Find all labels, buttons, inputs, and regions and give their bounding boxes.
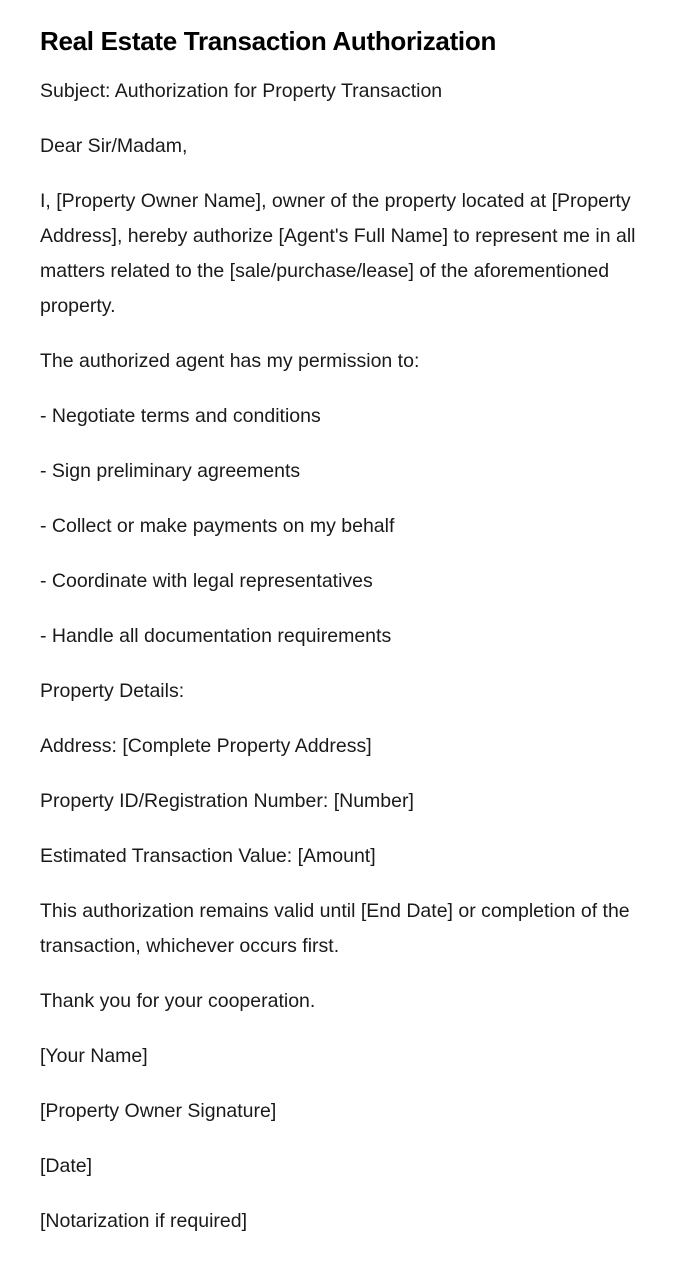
signature-line: [Property Owner Signature] <box>40 1100 277 1122</box>
document-title: Real Estate Transaction Authorization <box>40 26 497 56</box>
permission-item: - Negotiate terms and conditions <box>40 405 321 427</box>
permission-item: - Collect or make payments on my behalf <box>40 515 395 537</box>
subject-line: Subject: Authorization for Property Transaction <box>40 80 443 102</box>
intro-paragraph: I, [Property Owner Name], owner of the property located at [Property Address], hereby authorize [Agent's Full Name] to represent me in all matters related to the [sale/purchase/lease] of the aforementioned property. <box>40 190 636 317</box>
permission-item: - Sign preliminary agreements <box>40 460 301 482</box>
closing-line: Thank you for your cooperation. <box>40 990 316 1012</box>
details-heading: Property Details: <box>40 680 185 702</box>
detail-transaction-value: Estimated Transaction Value: [Amount] <box>40 845 376 867</box>
permission-item: - Handle all documentation requirements <box>40 625 392 647</box>
notarization-line: [Notarization if required] <box>40 1210 248 1232</box>
signature-name: [Your Name] <box>40 1045 148 1067</box>
permissions-heading: The authorized agent has my permission to: <box>40 350 420 372</box>
detail-property-id: Property ID/Registration Number: [Number] <box>40 790 414 812</box>
salutation: Dear Sir/Madam, <box>40 135 188 157</box>
permission-item: - Coordinate with legal representatives <box>40 570 373 592</box>
validity-paragraph: This authorization remains valid until [End Date] or completion of the transaction, whichever occurs first. <box>40 900 630 957</box>
signature-date: [Date] <box>40 1155 93 1177</box>
detail-address: Address: [Complete Property Address] <box>40 735 372 757</box>
